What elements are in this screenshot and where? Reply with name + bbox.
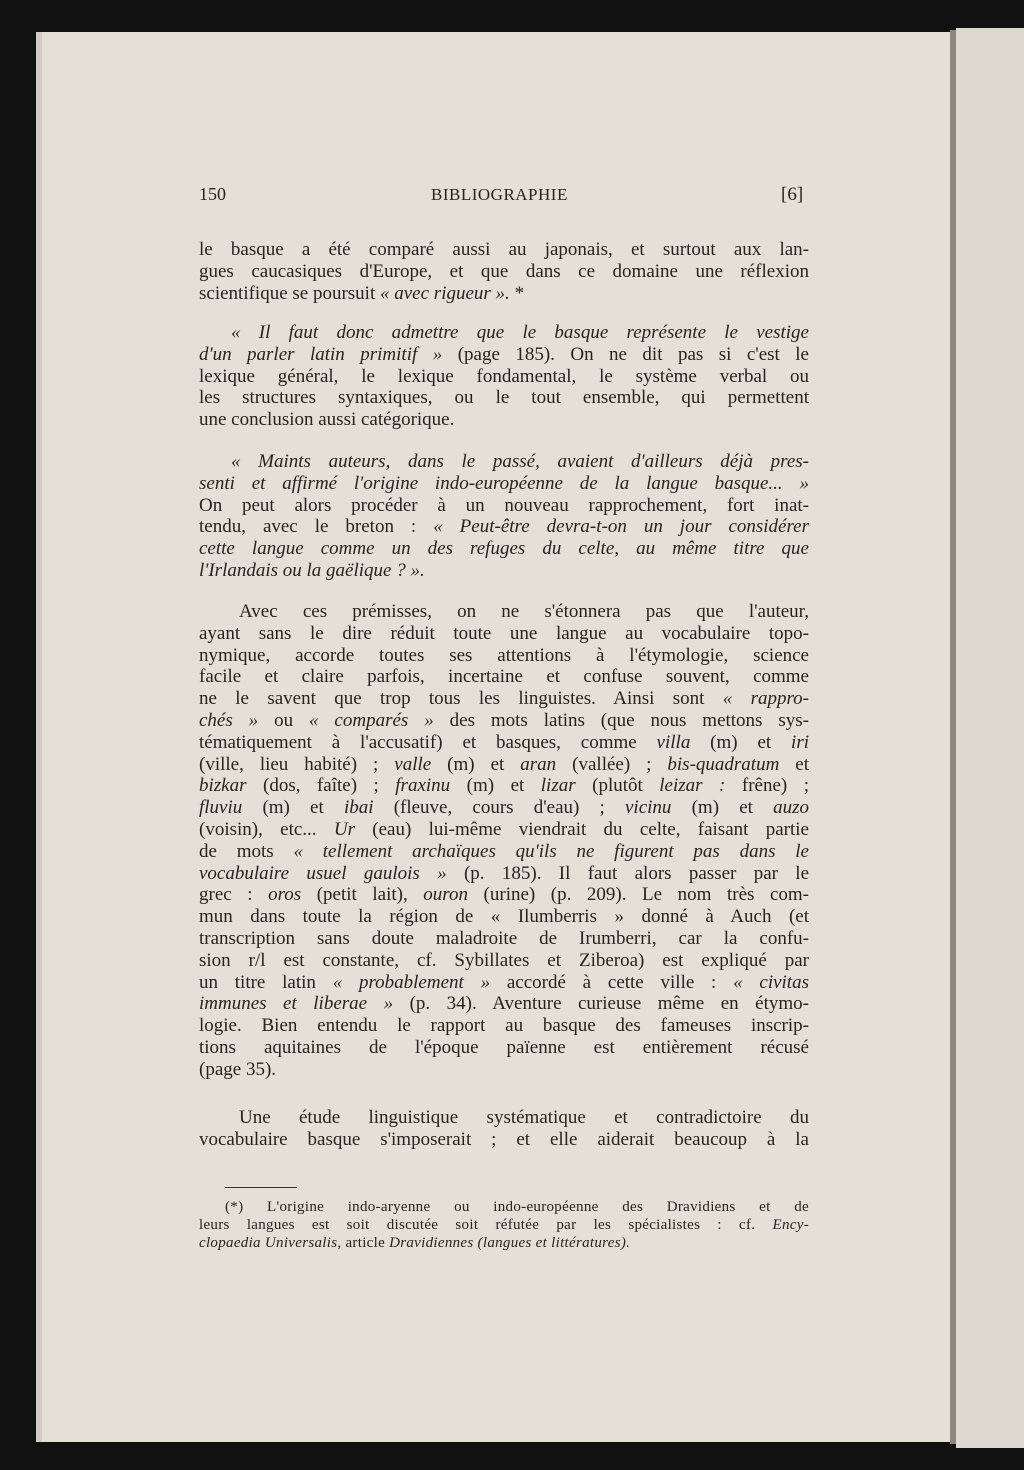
text: ou	[258, 709, 310, 731]
italic-text: bis-quadratum	[667, 753, 780, 775]
text: (p. 34). Aventure curieuse même en étymo-	[393, 993, 809, 1015]
text: (m) et	[690, 731, 792, 753]
text-line	[199, 473, 809, 495]
text-line	[199, 1129, 809, 1151]
text-line	[199, 451, 809, 473]
text-line	[199, 239, 809, 261]
text: sion r/l est constante, cf. Sybillates et Ziberoa) est expliqué par	[199, 949, 809, 971]
paragraph	[199, 601, 809, 1081]
footnote-rule	[225, 1187, 297, 1188]
text-line	[199, 666, 809, 688]
italic-text: villa	[656, 731, 691, 753]
text-line	[199, 516, 809, 538]
text: (dos, faîte) ;	[246, 775, 396, 797]
text: lexique général, le lexique fondamental, le système verbal ou	[199, 365, 809, 387]
text: (plutôt	[575, 775, 660, 797]
text-line	[199, 1216, 809, 1234]
italic-text: auzo	[773, 797, 809, 819]
text: des mots latins (que nous mettons sys-	[433, 709, 809, 731]
italic-text: ouron	[423, 884, 468, 906]
text-line	[199, 710, 809, 732]
italic-text: oros	[268, 884, 302, 906]
italic-text: cette langue comme un des refuges du celte, au même titre que	[199, 538, 809, 560]
text-line	[199, 754, 809, 776]
text: ne le savent que trop tous les linguistes. Ainsi sont	[199, 688, 723, 710]
text-line	[199, 928, 809, 950]
italic-text: Ur	[333, 818, 355, 840]
text: (fleuve, cours d'eau) ;	[373, 797, 625, 819]
text-line	[199, 1107, 809, 1129]
text-line	[199, 322, 809, 344]
text-line	[199, 344, 809, 366]
text-line	[199, 645, 809, 667]
text: (m) et	[450, 775, 541, 797]
text-line	[199, 409, 809, 431]
text: mun dans toute la région de « Ilumberris » donné à Auch (et	[199, 906, 809, 928]
italic-text: immunes et liberae »	[199, 993, 394, 1015]
text-line	[199, 863, 809, 885]
text-line	[199, 993, 809, 1015]
text-line	[199, 950, 809, 972]
italic-text: « comparés »	[309, 709, 434, 731]
text-line	[199, 972, 809, 994]
italic-text: valle	[394, 753, 432, 775]
paragraph	[199, 1107, 809, 1151]
italic-text: Dravidiennes (langues et littératures).	[389, 1235, 631, 1252]
text: (eau) lui-même viendrait du celte, faisant partie	[354, 818, 809, 840]
italic-text: « Peut-être devra-t-on un jour considérer	[433, 516, 810, 538]
text: le basque a été comparé aussi au japonais, et surtout aux lan-	[199, 239, 809, 260]
text: frêne) ;	[725, 775, 809, 797]
italic-text: « civitas	[733, 971, 809, 993]
text-line	[199, 1198, 809, 1216]
text: de mots	[199, 840, 294, 862]
italic-text: vocabulaire usuel gaulois »	[199, 862, 447, 884]
text-line	[199, 775, 809, 797]
italic-text: fluviu	[199, 797, 243, 819]
text: (p. 185). Il faut alors passer par le	[446, 862, 810, 884]
italic-text: chés »	[199, 709, 259, 731]
italic-text: « Il faut donc admettre que le basque représente le vestige	[231, 322, 809, 343]
page-number: 150	[199, 184, 226, 204]
italic-text: Ency-	[772, 1217, 809, 1234]
italic-text: aran	[520, 753, 557, 775]
section-number: [6]	[781, 184, 804, 205]
text: (petit lait),	[301, 884, 424, 906]
italic-text: « tellement archaïques qu'ils ne figurent pas dans le	[293, 840, 809, 862]
text: ayant sans le dire réduit toute une langue au vocabulaire topo-	[199, 622, 809, 644]
text-line	[199, 841, 809, 863]
text-line	[199, 495, 809, 517]
italic-text: ibai	[343, 797, 374, 819]
text: *	[509, 282, 525, 304]
text-line	[199, 261, 809, 283]
text-line	[199, 366, 809, 388]
text: tématiquement à l'accusatif) et basques, comme	[199, 731, 657, 753]
facing-page-edge	[956, 28, 1024, 1448]
text: (page 35).	[199, 1058, 277, 1080]
text-line	[199, 1059, 809, 1081]
text: article	[341, 1235, 390, 1252]
text: et	[779, 753, 809, 775]
text: leurs langues est soit discutée soit réfutée par les spécialistes : cf.	[199, 1217, 773, 1234]
paragraph	[199, 322, 809, 431]
text: transcription sans doute maladroite de Irumberri, car la confu-	[199, 927, 809, 949]
text: (m) et	[431, 753, 521, 775]
text: logie. Bien entendu le rapport au basque des fameuses inscrip-	[199, 1015, 809, 1037]
text-line	[199, 623, 809, 645]
footnote	[199, 1198, 809, 1253]
italic-text: iri	[791, 731, 809, 753]
paragraph	[199, 451, 809, 582]
text: nymique, accorde toutes ses attentions à l'étymologie, science	[199, 644, 809, 666]
text: tions aquitaines de l'époque païenne est entièrement récusé	[199, 1036, 809, 1058]
italic-text: bizkar	[199, 775, 247, 797]
italic-text: vicinu	[624, 797, 672, 819]
text-line	[199, 819, 809, 841]
italic-text: « avec rigueur ».	[380, 282, 510, 304]
text: (vallée) ;	[556, 753, 668, 775]
running-title: BIBLIOGRAPHIE	[431, 185, 568, 204]
text-line	[199, 688, 809, 710]
text-line	[199, 283, 809, 305]
text: vocabulaire basque s'imposerait ; et elle aiderait beaucoup à la	[199, 1128, 809, 1150]
text: (voisin), etc...	[199, 818, 334, 840]
text: accordé à cette ville :	[490, 971, 734, 993]
text-line	[199, 797, 809, 819]
text: (*) L'origine indo-aryenne ou indo-européenne des Dravidiens et de	[225, 1199, 809, 1215]
text-line	[199, 732, 809, 754]
text: On peut alors procéder à un nouveau rapprochement, fort inat-	[199, 494, 809, 516]
italic-text: « probablement »	[332, 971, 491, 993]
text-line	[199, 538, 809, 560]
italic-text: lizar	[540, 775, 576, 797]
text: Une étude linguistique systématique et contradictoire du	[239, 1107, 809, 1128]
text: tendu, avec le breton :	[199, 516, 434, 538]
text: gues caucasiques d'Europe, et que dans ce domaine une réflexion	[199, 260, 809, 282]
italic-text: leizar :	[659, 775, 726, 797]
text: une conclusion aussi catégorique.	[199, 409, 455, 431]
text-line	[199, 560, 809, 582]
text-line	[199, 1015, 809, 1037]
italic-text: d'un parler latin primitif »	[199, 343, 443, 365]
italic-text: « Maints auteurs, dans le passé, avaient d'ailleurs déjà pres-	[231, 451, 809, 472]
text: (urine) (p. 209). Le nom très com-	[467, 884, 809, 906]
text: (ville, lieu habité) ;	[199, 753, 395, 775]
text: (m) et	[242, 797, 344, 819]
italic-text: « rappro-	[722, 688, 809, 710]
text-line	[199, 601, 809, 623]
text: (page 185). On ne dit pas si c'est le	[442, 343, 809, 365]
italic-text: l'Irlandais ou la gaëlique ? ».	[199, 559, 425, 581]
text-line	[199, 387, 809, 409]
text-line	[199, 906, 809, 928]
text: scientifique se poursuit	[199, 282, 380, 304]
italic-text: fraxinu	[395, 775, 451, 797]
text-line	[199, 1037, 809, 1059]
text: grec :	[199, 884, 269, 906]
text: (m) et	[671, 797, 774, 819]
italic-text: clopaedia Universalis,	[199, 1235, 342, 1252]
text-line	[199, 1234, 809, 1252]
paragraph	[199, 239, 809, 304]
italic-text: senti et affirmé l'origine indo-européenne de la langue basque... »	[199, 472, 809, 494]
text: Avec ces prémisses, on ne s'étonnera pas que l'auteur,	[239, 601, 809, 622]
text: les structures syntaxiques, ou le tout ensemble, qui permettent	[199, 387, 809, 409]
text: un titre latin	[199, 971, 333, 993]
text-line	[199, 884, 809, 906]
text: facile et claire parfois, incertaine et confuse souvent, comme	[199, 666, 809, 688]
